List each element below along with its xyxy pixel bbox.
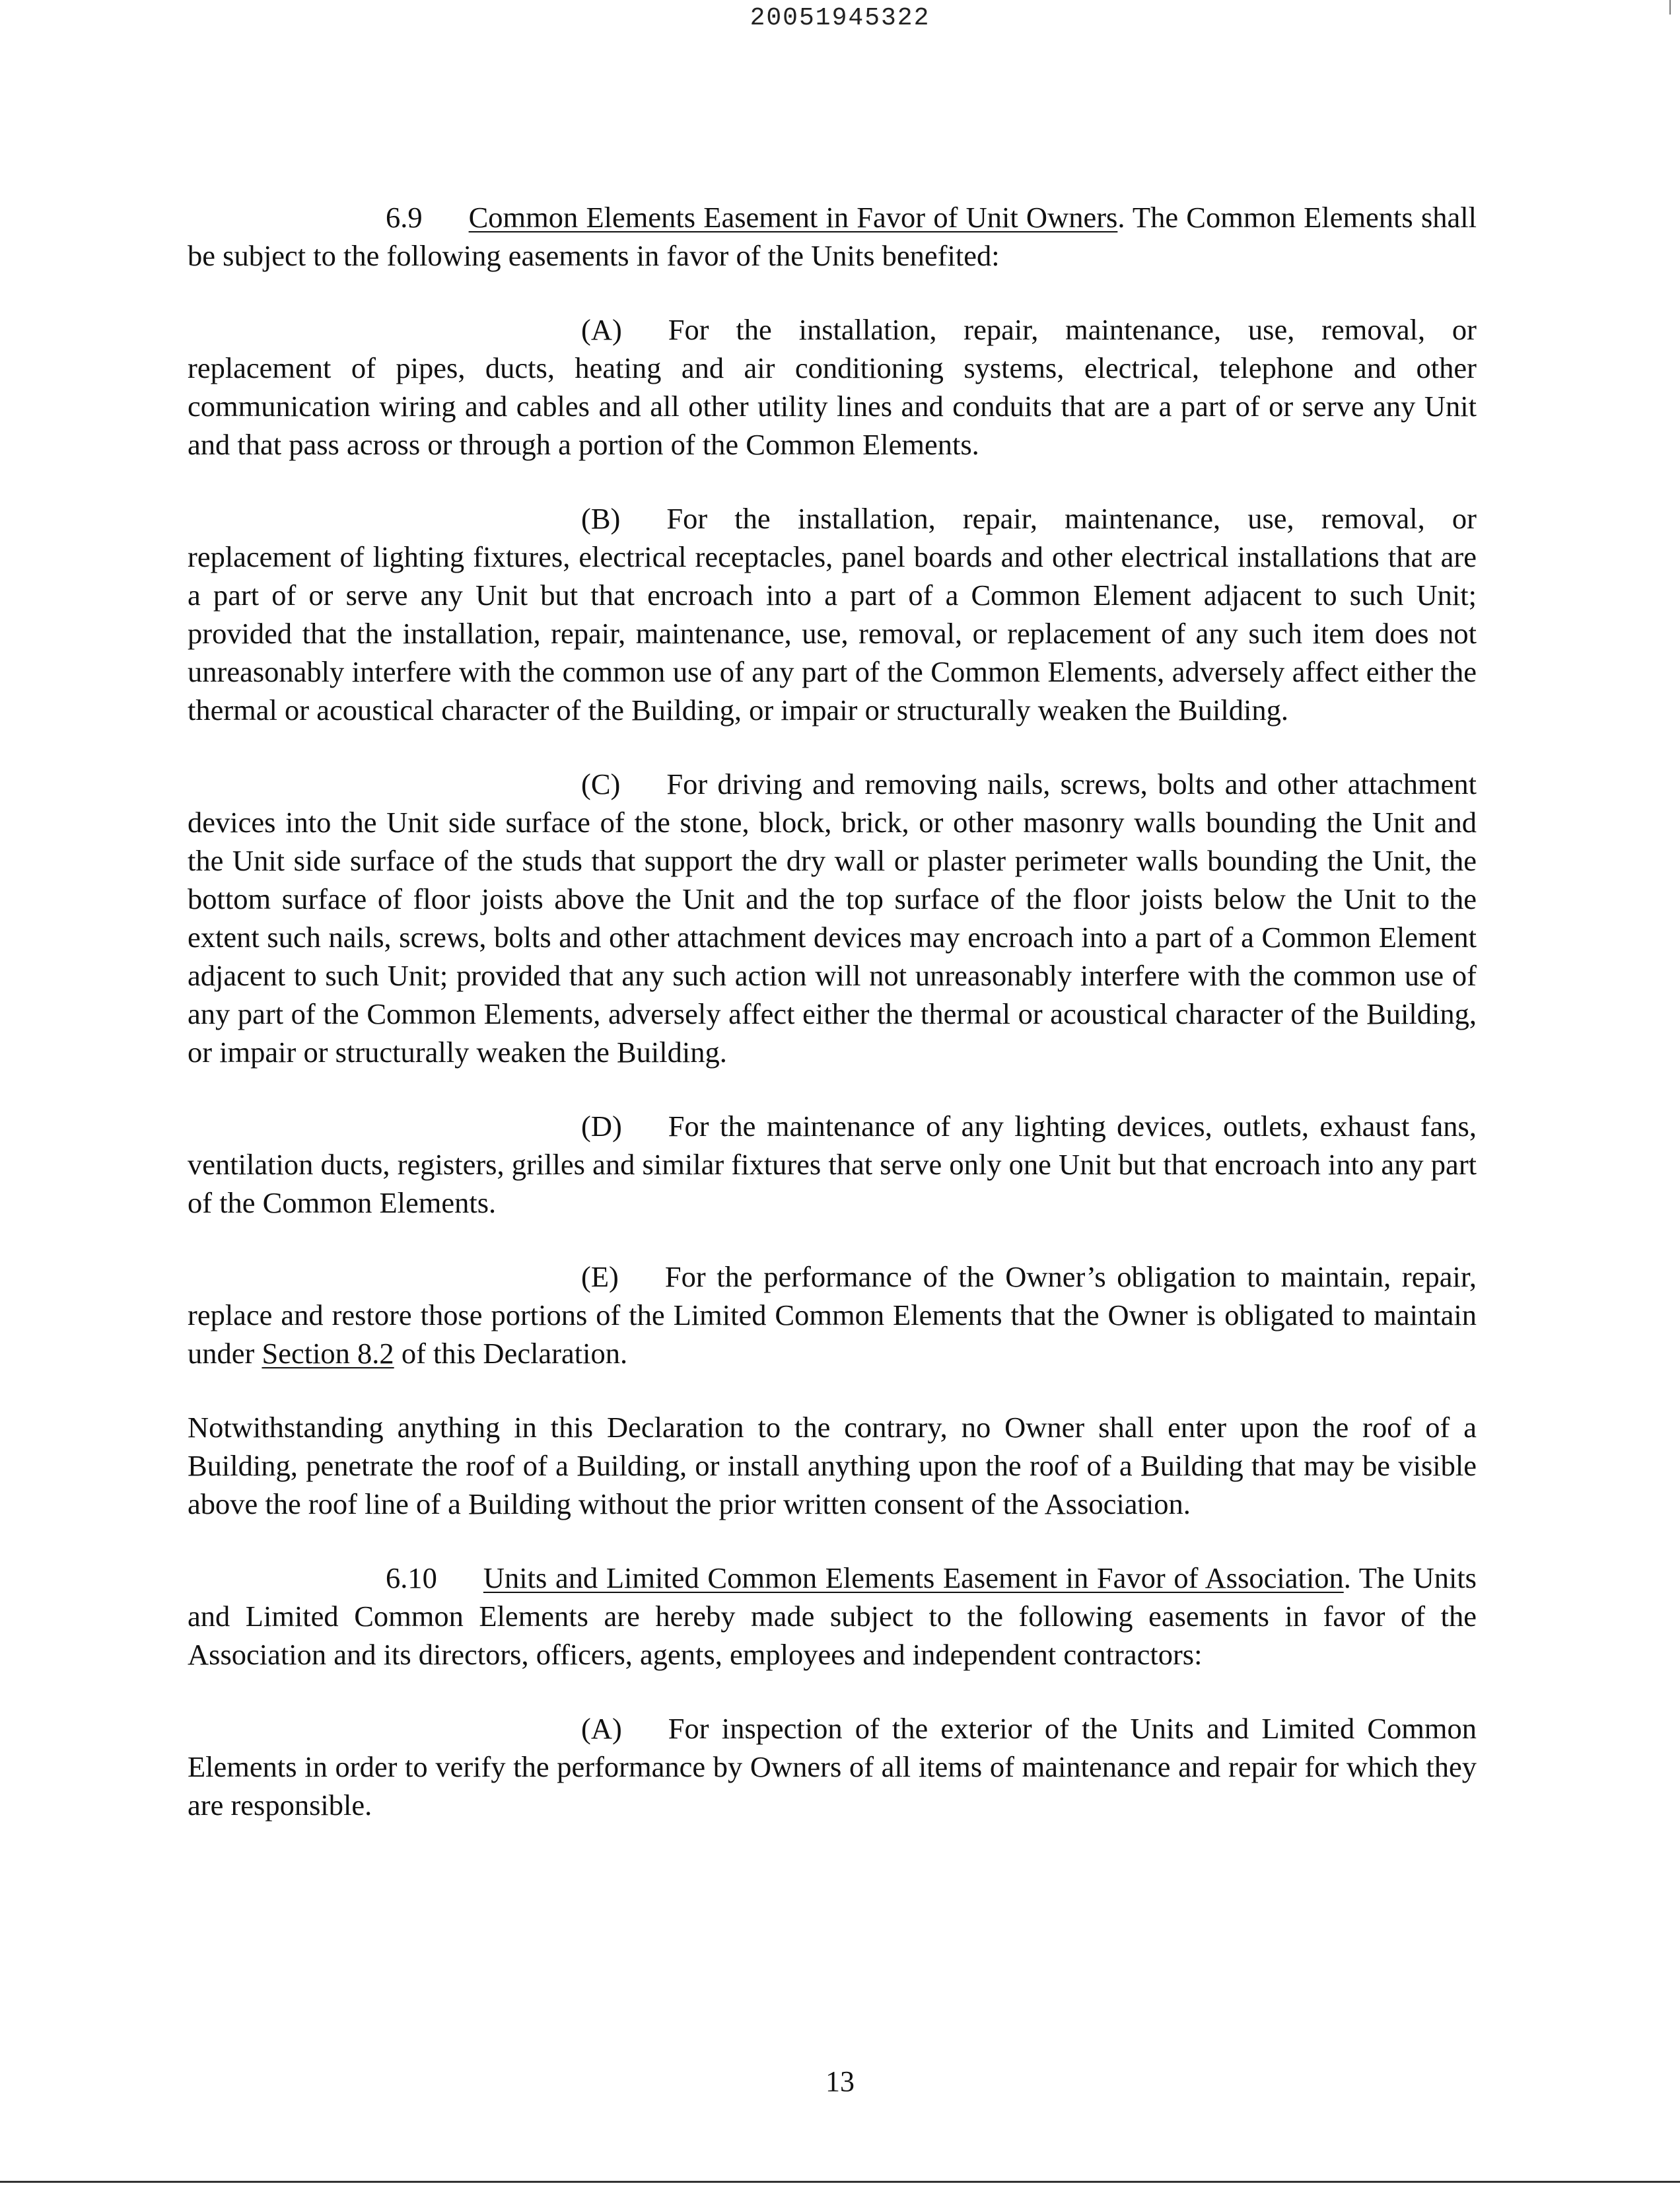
page-number: 13 [825,2065,855,2098]
subsection-label: (A) [581,313,622,346]
section-number: 6.9 [386,201,423,234]
section-intro: . The Units and Limited Common Elements are hereby made subject to the following easements in favor of the Association and its directors, officers, agents, employees and independent contractors: [188,1561,1477,1671]
closing-paragraph: Notwithstanding anything in this Declaration to the contrary, no Owner shall enter upon the roof of a Building, penetrate the roof of a Building, or install anything upon the roof of a Building that may be visible above the roof line of a Building without the prior written consent of the Association. [188,1411,1477,1520]
subsection-text: For inspection of the exterior of the Units and Limited Common Elements in order to verify the performance by Owners of all items of maintenance and repair for which they are responsible. [188,1712,1477,1822]
page-body [188,198,1477,1860]
subsection-text: For the installation, repair, maintenance, use, removal, or replacement of pipes, ducts, heating and air conditioning systems, electrical, telephone and other communication wiring and cables and all other utility lines and conduits that are a part of or serve any Unit and that pass across or through a portion of the Common Elements. [188,313,1477,461]
section-6-10-heading [188,1559,1477,1674]
subsection-c [188,765,1477,1071]
document-id: 20051945322 [750,4,930,32]
subsection-text: For driving and removing nails, screws, bolts and other attachment devices into the Unit side surface of the stone, block, brick, or other masonry walls bounding the Unit and the Unit side surface of the studs that support the dry wall or plaster perimeter walls bounding the Unit, the bottom surface of floor joists above the Unit and the top surface of the floor joists below the Unit to the extent such nails, screws, bolts and other attachment devices may encroach into a part of a Common Element adjacent to such Unit; provided that any such action will not unreasonably interfere with the common use of any part of the Common Elements, adversely affect either the thermal or acoustical character of the Building, or impair or structurally weaken the Building. [188,767,1477,1069]
subsection-label: (E) [581,1260,619,1293]
subsection-e [188,1258,1477,1372]
bottom-rule [0,2181,1680,2183]
subsection-text-end: of this Declaration. [394,1337,628,1370]
section-6-9-heading [188,198,1477,275]
section-title: Units and Limited Common Elements Easement in Favor of Association [483,1561,1344,1594]
section-number: 6.10 [386,1561,437,1594]
subsection-text: For the performance of the Owner’s obligation to maintain, repair, replace and restore those portions of the Limited Common Elements that the Owner is obligated to maintain under [188,1260,1477,1370]
subsection-text: For the maintenance of any lighting devices, outlets, exhaust fans, ventilation ducts, registers, grilles and similar fixtures that serve only one Unit but that encroach into any part of the Common Elements. [188,1110,1477,1219]
subsection-label: (C) [581,767,621,800]
subsection-label: (B) [581,502,621,535]
section-reference-link: Section 8.2 [262,1337,394,1370]
subsection-6-10-a [188,1709,1477,1824]
subsection-text: For the installation, repair, maintenance, use, removal, or replacement of lighting fixtures, electrical receptacles, panel boards and other electrical installations that are a part of or serve any Unit but that encroach into a part of a Common Element adjacent to such Unit; provided that the installation, repair, maintenance, use, removal, or replacement of any such item does not unreasonably interfere with the common use of any part of the Common Elements, adversely affect either the thermal or acoustical character of the Building, or impair or structurally weaken the Building. [188,502,1477,727]
subsection-a [188,310,1477,464]
subsection-label: (A) [581,1712,622,1745]
subsection-d [188,1107,1477,1222]
section-title: Common Elements Easement in Favor of Unit Owners [468,201,1118,234]
subsection-b [188,499,1477,729]
subsection-label: (D) [581,1110,622,1143]
section-intro: . The Common Elements shall be subject to the following easements in favor of the Units benefited: [188,201,1477,272]
